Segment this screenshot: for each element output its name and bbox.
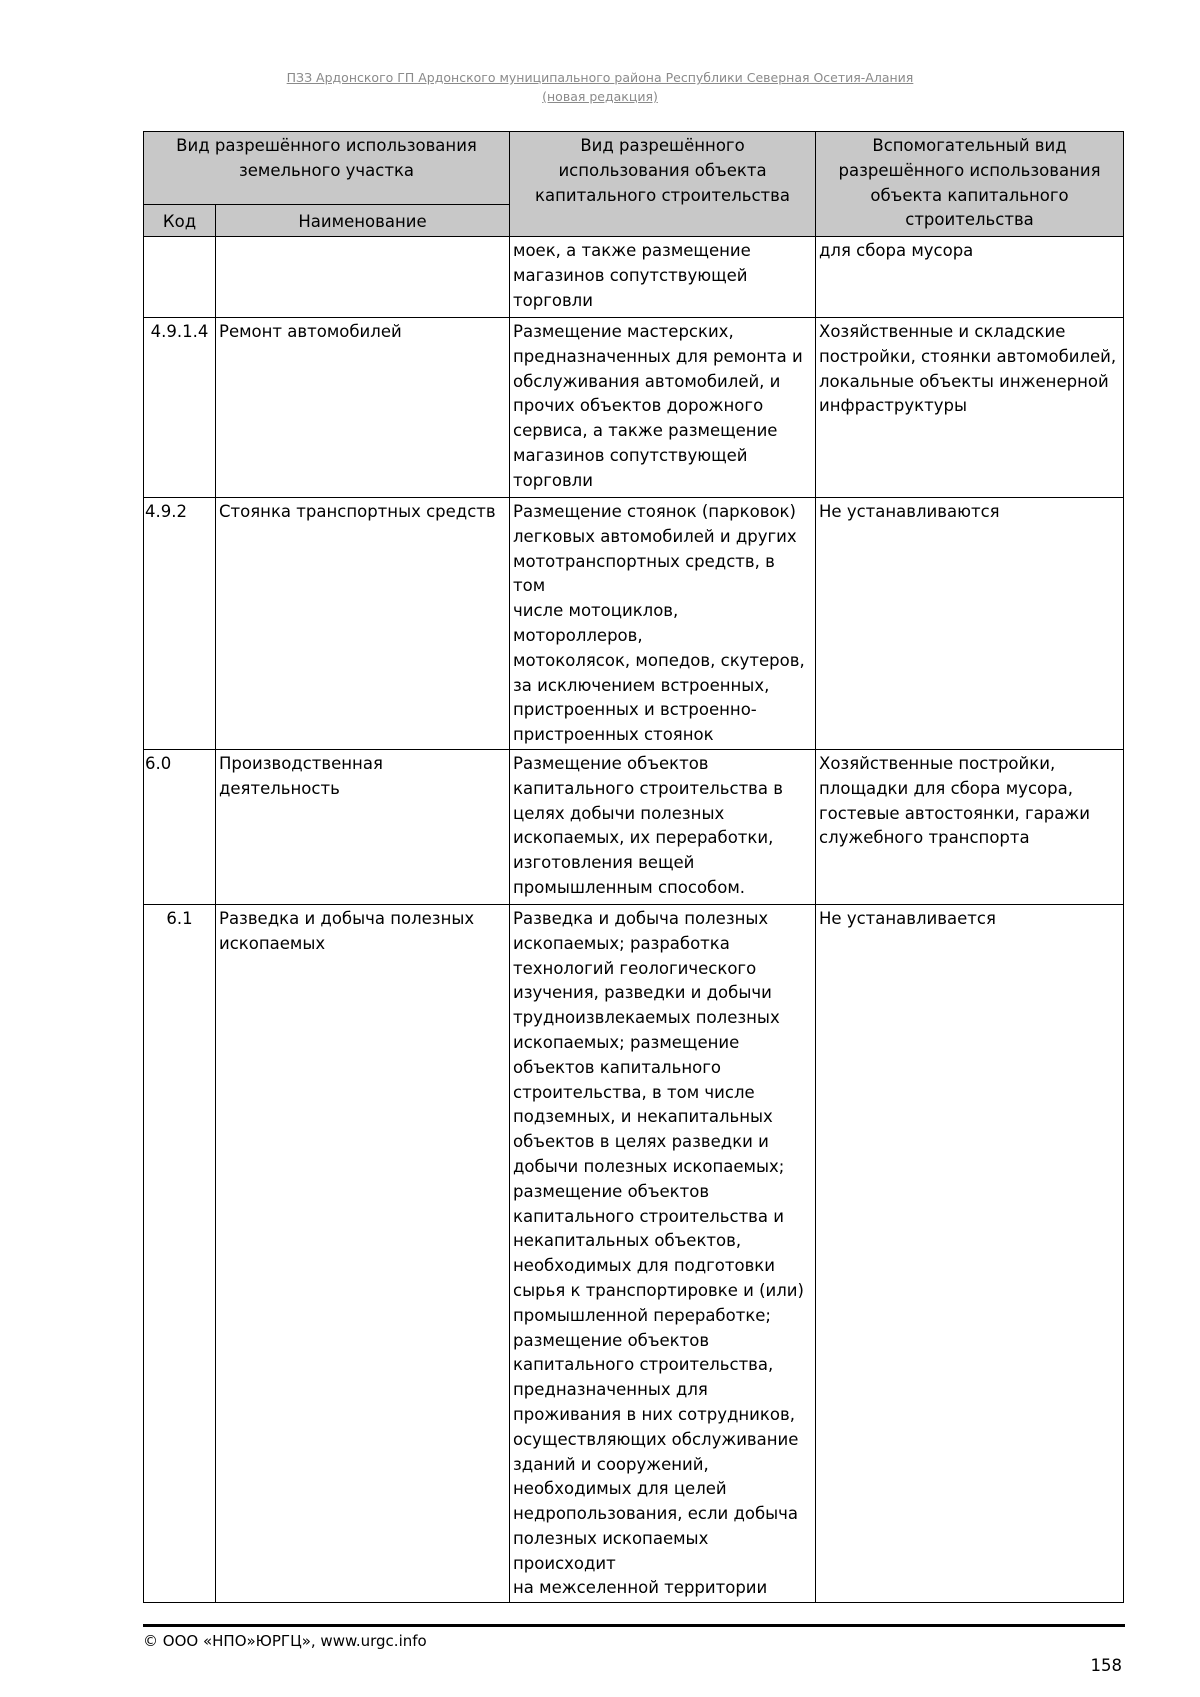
row-aux-use: Не устанавливаются — [816, 498, 1124, 750]
row-code: 6.1 — [144, 904, 216, 1602]
table-row — [144, 498, 1124, 750]
header-land-use: Вид разрешённого использования земельного участка — [144, 132, 510, 205]
row-aux-use: Хозяйственные постройки, площадки для сбора мусора, гостевые автостоянки, гаражи служебного транспорта — [816, 749, 1124, 904]
row-object-use: Размещение мастерских, предназначенных для ремонта и обслуживания автомобилей, и прочих объектов дорожного сервиса, а также размещение магазинов сопутствующей торговли — [510, 318, 816, 498]
row-code: 4.9.2 — [144, 498, 216, 750]
table-header — [144, 132, 1124, 237]
header-aux-use: Вспомогательный вид разрешённого использования объекта капитального строительства — [816, 132, 1124, 237]
row-name: Стоянка транспортных средств — [216, 498, 510, 750]
table-row — [144, 318, 1124, 498]
row-aux-use: Хозяйственные и складские постройки, стоянки автомобилей, локальные объекты инженерной инфраструктуры — [816, 318, 1124, 498]
header-code: Код — [144, 205, 216, 237]
row-code: 4.9.1.4 — [144, 318, 216, 498]
header-title: ПЗЗ Ардонского ГП Ардонского муниципального района Республики Северная Осетия-Алания — [286, 70, 914, 85]
header-subtitle: (новая редакция) — [542, 89, 658, 104]
row-object-use: Размещение стоянок (парковок) легковых автомобилей и других мототранспортных средств, в том числе мотоциклов, мотороллеров, мотоколясок, мопедов, скутеров, за исключением встроенных, пристроенных и встроенно- пристроенных стоянок — [510, 498, 816, 750]
row-code: 6.0 — [144, 749, 216, 904]
header-name: Наименование — [216, 205, 510, 237]
header-object-use: Вид разрешённого использования объекта капитального строительства — [510, 132, 816, 237]
document-header — [0, 68, 1200, 106]
footer-copyright: © ООО «НПО»ЮРГЦ», www.urgc.info — [143, 1632, 427, 1650]
table-row — [144, 904, 1124, 1602]
row-object-use: Размещение объектов капитального строительства в целях добычи полезных ископаемых, их переработки, изготовления вещей промышленным способом. — [510, 749, 816, 904]
row-aux-use: для сбора мусора — [816, 237, 1124, 318]
footer-divider — [143, 1624, 1125, 1627]
row-code — [144, 237, 216, 318]
row-name: Ремонт автомобилей — [216, 318, 510, 498]
land-use-table — [143, 131, 1124, 1603]
row-name: Производственная деятельность — [216, 749, 510, 904]
row-name — [216, 237, 510, 318]
page-number: 158 — [1090, 1656, 1122, 1675]
table-row — [144, 237, 1124, 318]
table-row — [144, 749, 1124, 904]
row-aux-use: Не устанавливается — [816, 904, 1124, 1602]
row-object-use: моек, а также размещение магазинов сопутствующей торговли — [510, 237, 816, 318]
row-object-use: Разведка и добыча полезных ископаемых; разработка технологий геологического изучения, разведки и добычи трудноизвлекаемых полезных ископаемых; размещение объектов капитального строительства, в том числе подземных, и некапитальных объектов в целях разведки и добычи полезных ископаемых; размещение объектов капитального строительства и некапитальных объектов, необходимых для подготовки сырья к транспортировке и (или) промышленной переработке; размещение объектов капитального строительства, предназначенных для проживания в них сотрудников, осуществляющих обслуживание зданий и сооружений, необходимых для целей недропользования, если добыча полезных ископаемых происходит на межселенной территории — [510, 904, 816, 1602]
row-name: Разведка и добыча полезных ископаемых — [216, 904, 510, 1602]
